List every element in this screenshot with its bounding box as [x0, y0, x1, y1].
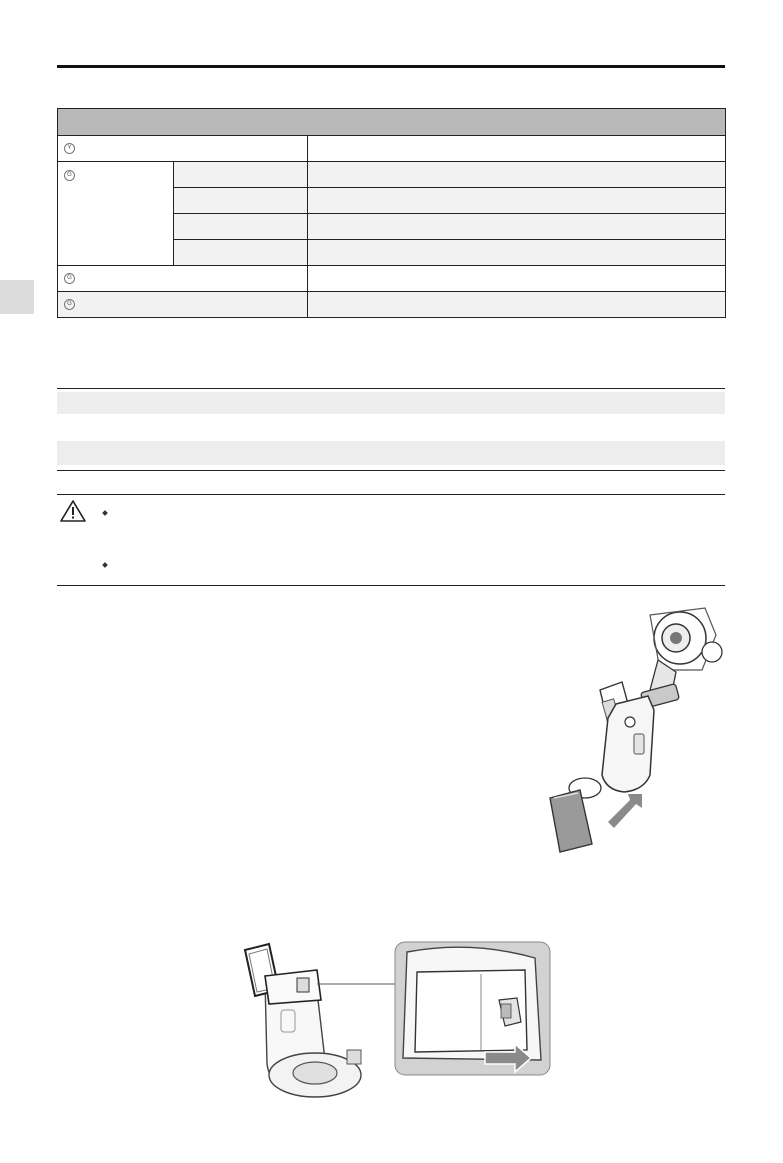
table-cell-value — [308, 214, 726, 240]
table-header-row — [58, 109, 726, 136]
led-green-icon: G — [64, 170, 75, 181]
table-row — [58, 266, 726, 292]
table-row — [58, 136, 726, 162]
led-status-table — [57, 108, 726, 318]
table-cell-sub — [174, 240, 308, 266]
table-cell-value — [308, 266, 726, 292]
table-cell-value — [308, 292, 726, 318]
table-cell-value — [308, 240, 726, 266]
gimbal-battery-illustration — [530, 600, 730, 855]
bullet — [102, 562, 108, 568]
table-cell-sub — [174, 162, 308, 188]
led-green-icon: G — [64, 299, 75, 310]
bullet — [102, 510, 108, 516]
table-cell-sub — [174, 188, 308, 214]
battery-compartment-illustration — [235, 940, 555, 1110]
led-yellow-icon: Y — [64, 143, 75, 154]
led-green-icon: G — [64, 273, 75, 284]
warning-triangle-icon — [60, 500, 86, 522]
table-row — [58, 162, 726, 188]
section-rule — [57, 388, 725, 389]
section-rule — [57, 585, 725, 586]
section-rule — [57, 470, 725, 471]
table-cell-group — [58, 162, 174, 266]
table-cell-status — [58, 292, 308, 318]
shaded-band — [57, 441, 725, 465]
table-cell-value — [308, 162, 726, 188]
table-header-cell — [58, 109, 726, 136]
arrow-icon — [608, 794, 642, 828]
section-rule — [57, 494, 725, 495]
chapter-tab — [0, 280, 34, 314]
table-row — [58, 292, 726, 318]
top-rule — [57, 65, 725, 68]
table-cell-status — [58, 266, 308, 292]
table-cell-status — [58, 136, 308, 162]
table-cell-value — [308, 188, 726, 214]
shaded-band — [57, 392, 725, 414]
table-cell-value — [308, 136, 726, 162]
table-cell-sub — [174, 214, 308, 240]
